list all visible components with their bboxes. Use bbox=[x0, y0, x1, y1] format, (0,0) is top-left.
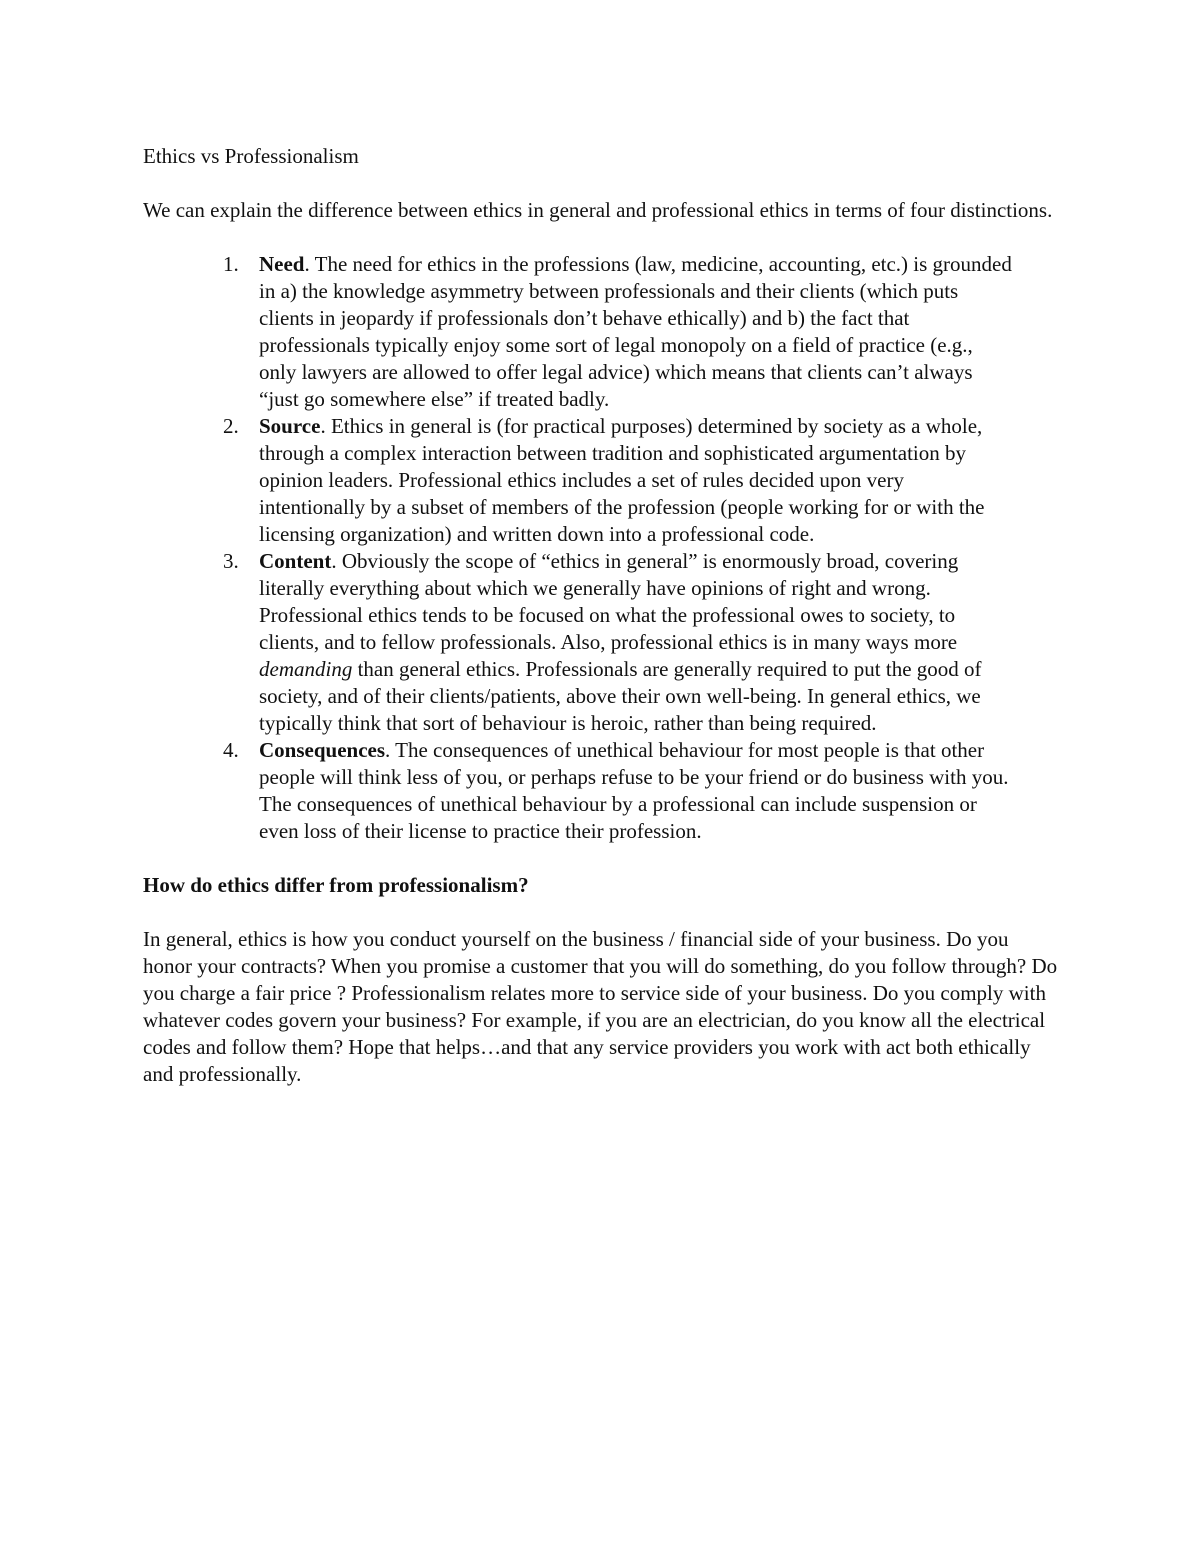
content-text-after: than general ethics. Professionals are generally required to put the good of society, and of their clients/patients, above their own well-being. In general ethics, we typically think that sort of behaviour is heroic, rather than being required. bbox=[259, 657, 982, 735]
list-number: 4. bbox=[223, 738, 239, 762]
emphasis-demanding: demanding bbox=[259, 657, 353, 681]
list-item-need bbox=[143, 251, 1014, 413]
question-heading: How do ethics differ from professionalism? bbox=[143, 873, 529, 897]
term-consequences: Consequences bbox=[259, 738, 386, 762]
term-need: Need bbox=[259, 252, 305, 276]
document-body bbox=[143, 143, 1058, 1088]
list-number: 3. bbox=[223, 549, 239, 573]
content-text-before: . Obviously the scope of “ethics in general” is enormously broad, covering literally everything about which we generally have opinions of right and wrong. Professional ethics tends to be focused on what the professional owes to society, to clients, and to fellow professionals. Also, professional ethics is in many ways more bbox=[259, 549, 959, 654]
answer-paragraph: In general, ethics is how you conduct yourself on the business / financial side of your business. Do you honor your contracts? When you promise a customer that you will do something, do you follow through? Do you charge a fair price ? Professionalism relates more to service side of your business. Do you comply with whatever codes govern your business? For example, if you are an electrician, do you know all the electrical codes and follow them? Hope that helps…and that any service providers you work with act both ethically and professionally. bbox=[143, 927, 1058, 1086]
intro-paragraph: We can explain the difference between ethics in general and professional ethics in terms of four distinctions. bbox=[143, 198, 1053, 222]
list-number: 1. bbox=[223, 252, 239, 276]
consequences-text: . The consequences of unethical behaviour for most people is that other people will think less of you, or perhaps refuse to be your friend or do business with you. The consequences of unethical behaviour by a professional can include suspension or even loss of their license to practice their profession. bbox=[259, 738, 1009, 843]
list-number: 2. bbox=[223, 414, 239, 438]
source-text: . Ethics in general is (for practical purposes) determined by society as a whole, through a complex interaction between tradition and sophisticated argumentation by opinion leaders. Professional ethics includes a set of rules decided upon very intentionally by a subset of members of the profession (people working for or with the licensing organization) and written down into a professional code. bbox=[259, 414, 985, 546]
distinctions-list bbox=[143, 251, 1058, 845]
list-item-content bbox=[143, 548, 1014, 737]
list-item-source bbox=[143, 413, 1014, 548]
list-item-consequences bbox=[143, 737, 1014, 845]
term-source: Source bbox=[259, 414, 321, 438]
term-content: Content bbox=[259, 549, 332, 573]
document-title: Ethics vs Professionalism bbox=[143, 144, 359, 168]
need-text: . The need for ethics in the professions (law, medicine, accounting, etc.) is grounded in a) the knowledge asymmetry between professionals and their clients (which puts clients in jeopardy if professionals don’t behave ethically) and b) the fact that professionals typically enjoy some sort of legal monopoly on a field of practice (e.g., only lawyers are allowed to offer legal advice) which means that clients can’t always “just go somewhere else” if treated badly. bbox=[259, 252, 1012, 411]
